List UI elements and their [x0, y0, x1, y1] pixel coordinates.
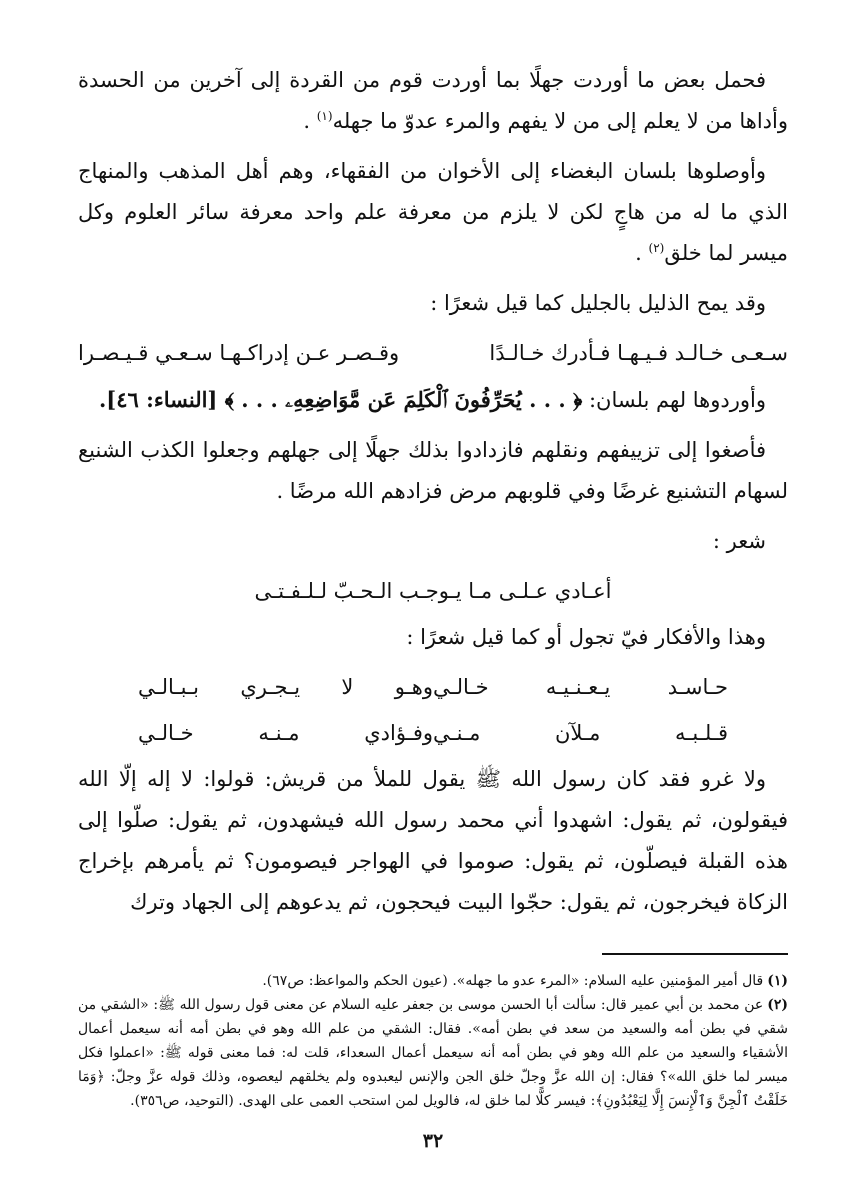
quran-quote: ﴿ . . . يُحَرِّفُونَ ٱلْكَلِمَ عَن مَّوَاضِعِهِۦ . . . ﴾ [224, 387, 583, 412]
page-number: ٣٢ [422, 1130, 444, 1152]
paragraph-8: ولا غرو فقد كان رسول الله ﷺ يقول للملأ من قريش: قولوا: لا إله إلّا الله فيقولون، ثم يقول: اشهدوا أني محمد رسول الله فيشهدون، ثم يقول: صلّوا إلى هذه القبلة فيصلّون، ثم يقول: صوموا في الهواجر فيصومون؟ ثم يأمرهم بإخراج الزكاة فيخرجون، ثم يقول: حجّوا البيت فيحجون، ثم يدعوهم إلى الجهاد وترك [78, 767, 788, 914]
poem-label: شعر : [712, 529, 766, 553]
footnote-2-number: (٢) [767, 997, 788, 1013]
paragraph-2-text: وأوصلوها بلسان البغضاء إلى الأخوان من الفقهاء، وهم أهل المذهب والمنهاج الذي ما له من هاجٍ لكن لا يلزم من معرفة علم واحد معرفة سائر العلوم وكل ميسر لما خلق [78, 159, 788, 265]
footnote-ref-1[interactable]: (١) [316, 109, 333, 123]
paragraph-3: وقد يمح الذليل بالجليل كما قيل شعرًا : [430, 291, 766, 315]
footnote-1-text: قال أمير المؤمنين عليه السلام: «المرء عدو ما جهله». (عيون الحكم والمواعظ: ص٦٧). [262, 973, 764, 989]
verse-1-second-hemistich: وقـصـر عـن إدراكـهـا سـعـي قـيـصـرا [78, 341, 400, 365]
verse-3-first-hemistich: حـاسـد يـعـنـيـه خـالـي [433, 675, 728, 699]
verse-4 [78, 713, 788, 753]
verse-1 [78, 333, 788, 373]
paragraph-4 [78, 379, 788, 421]
footnote-1-number: (١) [767, 973, 788, 989]
verse-3-second-hemistich: وهـو لا يـجـري بـبـالـي [138, 675, 433, 699]
footnote-divider [602, 953, 788, 955]
footnote-2-text: عن محمد بن أبي عمير قال: سألت أبا الحسن موسى بن جعفر عليه السلام عن معنى قول رسول الله ﷺ: «الشقي من شقي في بطن أمه والسعيد من سعد في بطن أمه». فقال: الشقي من علم الله وهو في بطن أمه أنه سيعمل أعمال الأشقياء والسعيد من علم الله وهو في بطن أمه أنه سيعمل أعمال السعداء، قلت له: فما معنى قوله ﷺ: «اعملوا فكل ميسر لما خلق الله»؟ فقال: إن الله عزَّ وجلّ خلق الجن والإنس ليعبدوه ولم يخلقهم ليعصوه، وذلك قوله عزَّ وجلّ: ﴿وَمَا خَلَقْتُ ٱلْجِنَّ وَٱلْإِنسَ إِلَّا لِيَعْبُدُونِ﴾: فيسر كلًّا لما خلق له، فالويل لمن استحب العمى على الهدى. (التوحيد، ص٣٥٦). [78, 997, 788, 1109]
paragraph-5: فأصغوا إلى تزييفهم ونقلهم فازدادوا بذلك جهلًا إلى جهلهم وجعلوا الكذب الشنيع لسهام التشنيع غرضًا وفي قلوبهم مرض فزادهم الله مرضًا . [78, 438, 788, 503]
paragraph-1-text: فحمل بعض ما أوردت جهلًا بما أوردت قوم من القردة إلى آخرين من الحسدة وأداها من لا يعلم إلى من لا يفهم والمرء عدوّ ما جهله [78, 68, 788, 133]
footnote-ref-2[interactable]: (٢) [648, 241, 665, 255]
verse-2 [78, 571, 788, 611]
verse-2-line: أعـادي عـلـى مـا يـوجـب الـحـبّ لـلـفـتـى [254, 579, 612, 603]
paragraph-4-start: وأوردوها لهم بلسان: [582, 388, 766, 412]
quran-reference: [النساء: ٤٦]. [98, 387, 225, 412]
paragraph-7: وهذا والأفكار فيّ تجول أو كما قيل شعرًا : [406, 625, 766, 649]
paragraph-2: وأوصلوها بلسان البغضاء إلى الأخوان من الفقهاء، وهم أهل المذهب والمنهاج الذي ما له من هاجٍ لكن لا يلزم من معرفة علم واحد معرفة سائر العلوم وكل ميسر لما خلق$^{(٢)}$ . [78, 159, 788, 265]
footnote-2 [78, 993, 788, 1113]
verse-3 [78, 667, 788, 707]
verse-4-first-hemistich: قـلـبـه مـلآن مـنـي [433, 721, 728, 745]
paragraph-1: فحمل بعض ما أوردت جهلًا بما أوردت قوم من القردة إلى آخرين من الحسدة وأداها من لا يعلم إلى من لا يفهم والمرء عدوّ ما جهله$^{(١)}$ . [78, 68, 788, 133]
verse-1-first-hemistich: سـعـى خـالـد فـيـهـا فـأدرك خـالـدًا [489, 341, 788, 365]
footnote-1 [78, 969, 788, 993]
verse-4-second-hemistich: وفـؤادي مـنـه خـالـي [138, 721, 433, 745]
document-page [78, 60, 788, 1186]
